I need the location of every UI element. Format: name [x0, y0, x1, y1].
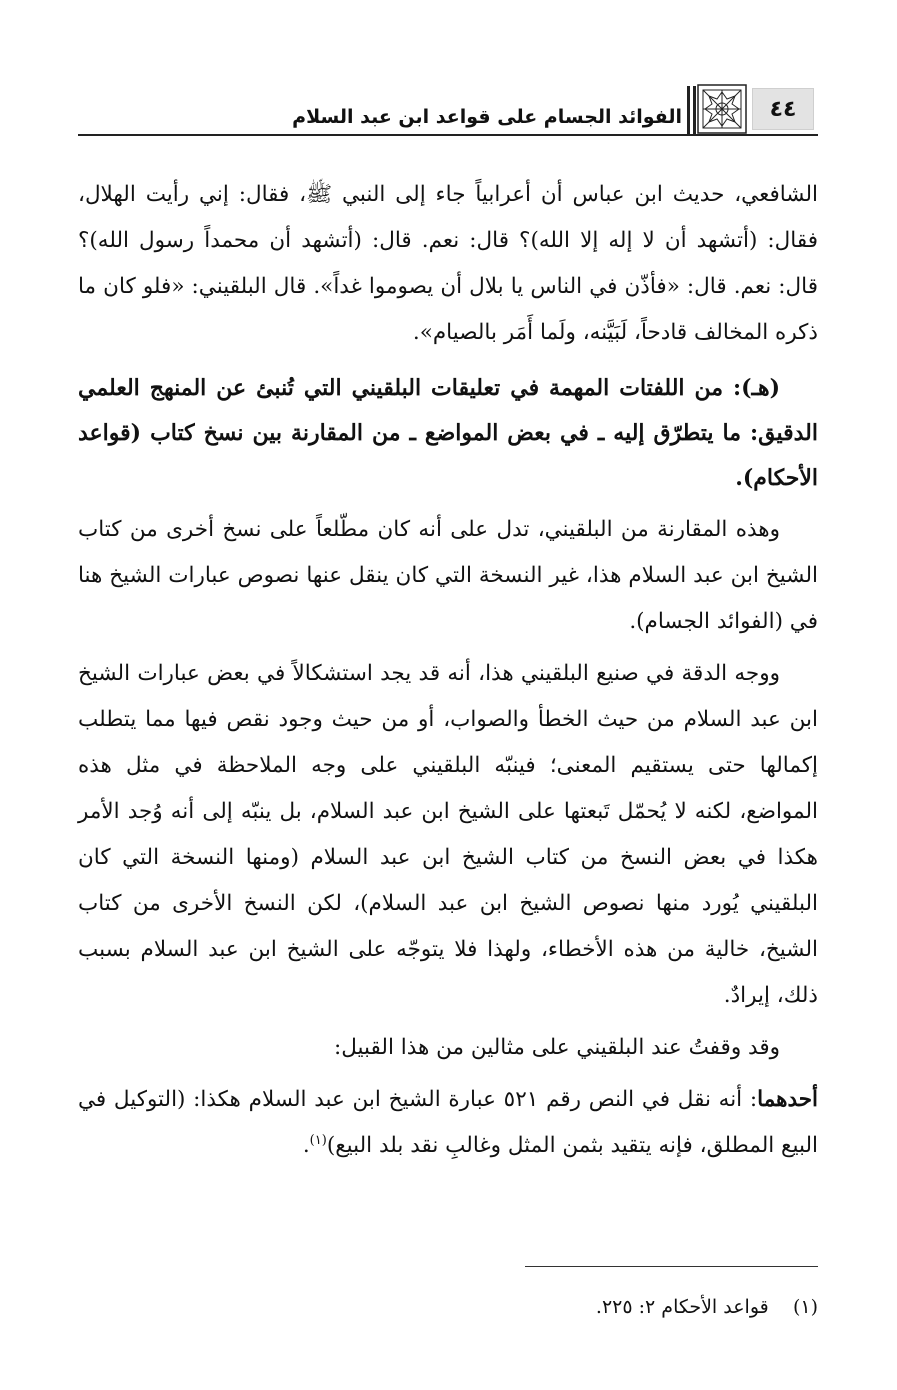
header-rule	[78, 134, 818, 136]
footnote-text: قواعد الأحكام ٢: ٢٢٥.	[595, 1296, 769, 1318]
ornament-icon	[697, 84, 747, 134]
paragraph: الشافعي، حديث ابن عباس أن أعرابياً جاء إلى النبي ﷺ، فقال: إني رأيت الهلال، فقال: (أتشهد أن لا إله إلا الله)؟ قال: نعم. قال: (أتشهد أن محمداً رسول الله)؟ قال: نعم. قال: «فأذّن في الناس يا بلال أن يصوموا غداً». قال البلقيني: «فلو كان ما ذكره المخالف قادحاً، لَبَيَّنه، ولَما أَمَر بالصيام».	[78, 182, 818, 345]
paragraph: ووجه الدقة في صنيع البلقيني هذا، أنه قد يجد استشكالاً في بعض عبارات الشيخ ابن عبد السلام من حيث الخطأ والصواب، أو من حيث وجود نقص فيها مما يتطلب إكمالها حتى يستقيم المعنى؛ فينبّه البلقيني على وجه الملاحظة في مثل هذه المواضع، لكنه لا يُحمّل تَبعتها على الشيخ ابن عبد السلام، بل ينبّه إلى أنه وُجد الأمر هكذا في بعض النسخ من كتاب الشيخ ابن عبد السلام (ومنها النسخة التي كان البلقيني يُورد منها نصوص الشيخ ابن عبد السلام)، لكن النسخ الأخرى من كتاب الشيخ، خالية من هذه الأخطاء، ولهذا فلا يتوجّه على الشيخ ابن عبد السلام بسبب ذلك، إيرادٌ.	[78, 661, 818, 1008]
section-heading: (هـ): من اللفتات المهمة في تعليقات البلقيني التي تُنبئ عن المنهج العلمي الدقيق: ما يتطرّق إليه ـ في بعض المواضع ـ من المقارنة بين نسخ كتاب (قواعد الأحكام).	[78, 375, 818, 491]
header-divider	[693, 86, 696, 136]
running-header	[0, 0, 897, 150]
example-text: : أنه نقل في النص رقم ٥٢١ عبارة الشيخ ابن عبد السلام هكذا: (التوكيل في البيع المطلق، فإنه يتقيد بثمن المثل وغالبِ نقد بلد البيع)	[78, 1087, 818, 1158]
footnote-rule	[525, 1266, 818, 1267]
footnote-ref: (١)	[309, 1132, 327, 1148]
footnote	[596, 1292, 818, 1322]
example-label: أحدهما	[757, 1087, 819, 1112]
page-number: ٤٤	[752, 88, 814, 130]
main-text	[78, 172, 818, 1175]
paragraph	[78, 1077, 818, 1169]
sentence-end: .	[302, 1133, 310, 1158]
header-divider	[687, 86, 690, 136]
paragraph: وقد وقفتُ عند البلقيني على مثالين من هذا القبيل:	[334, 1035, 780, 1060]
running-title: الفوائد الجسام على قواعد ابن عبد السلام	[292, 106, 682, 128]
footnote-marker: (١)	[792, 1296, 818, 1318]
paragraph: وهذه المقارنة من البلقيني، تدل على أنه كان مطّلعاً على نسخ أخرى من كتاب الشيخ ابن عبد السلام هذا، غير النسخة التي كان ينقل عنها نصوص عبارات الشيخ هنا في (الفوائد الجسام).	[78, 517, 818, 634]
